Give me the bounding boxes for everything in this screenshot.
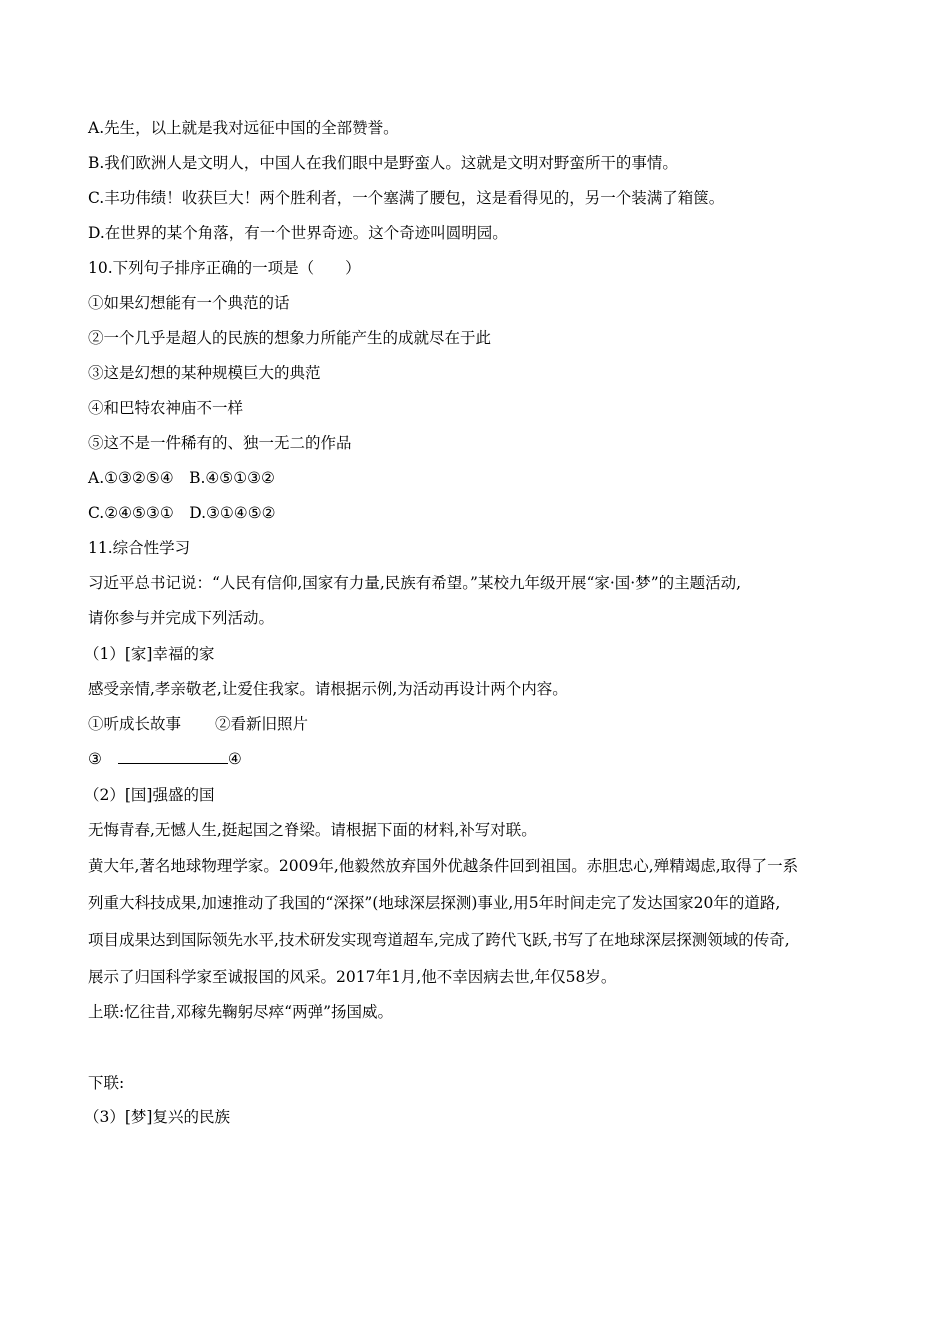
q11-part2-material-4: 展示了归国科学家至诚报国的风采。2017年1月,他不幸因病去世,年仅58岁。 <box>88 968 617 986</box>
q11-title: 11.综合性学习 <box>88 539 191 557</box>
q11-part1-examples <box>88 714 308 734</box>
blank-4-label: ④ <box>227 750 242 768</box>
q11-intro-line-2: 请你参与并完成下列活动。 <box>88 609 275 627</box>
q11-part2-material-1: 黄大年,著名地球物理学家。2009年,他毅然放弃国外优越条件回到祖国。赤胆忠心,殚精竭虑,取得了一系 <box>88 857 799 875</box>
q9-option-b: B.我们欧洲人是文明人，中国人在我们眼中是野蛮人。这就是文明对野蛮所干的事情。 <box>88 154 678 172</box>
q10-sentence-5: ⑤这不是一件稀有的、独一无二的作品 <box>88 434 352 452</box>
couplet-lower: 下联: <box>88 1074 125 1092</box>
q9-option-a: A.先生，以上就是我对远征中国的全部赞誉。 <box>88 119 399 137</box>
q11-part2-material-3: 项目成果达到国际领先水平,技术研发实现弯道超车,完成了跨代飞跃,书写了在地球深层探测领域的传奇, <box>88 931 790 949</box>
q11-part1-desc: 感受亲情,孝亲敬老,让爱住我家。请根据示例,为活动再设计两个内容。 <box>88 680 568 698</box>
q9-option-d: D.在世界的某个角落，有一个世界奇迹。这个奇迹叫圆明园。 <box>88 224 508 242</box>
q10-sentence-3: ③这是幻想的某种规模巨大的典范 <box>88 364 321 382</box>
example-2: ②看新旧照片 <box>215 715 309 733</box>
q11-part2-desc: 无悔青春,无憾人生,挺起国之脊梁。请根据下面的材料,补写对联。 <box>88 821 537 839</box>
q11-part2-title: （2）[国]强盛的国 <box>84 786 215 804</box>
couplet-upper: 上联:忆往昔,邓稼先鞠躬尽瘁“两弹”扬国威。 <box>88 1003 393 1021</box>
q11-part1-title: （1）[家]幸福的家 <box>84 645 215 663</box>
blank-3-label: ③ <box>88 750 102 768</box>
q10-sentence-1: ①如果幻想能有一个典范的话 <box>88 294 290 312</box>
q11-part1-blanks <box>88 749 242 769</box>
q10-sentence-2: ②一个几乎是超人的民族的想象力所能产生的成就尽在于此 <box>88 329 492 347</box>
q10-options-cd: C.②④⑤③① D.③①④⑤② <box>88 504 276 522</box>
example-1: ①听成长故事 <box>88 715 182 733</box>
q10-stem: 10.下列句子排序正确的一项是（ ） <box>88 259 361 277</box>
q11-intro-line-1: 习近平总书记说：“人民有信仰,国家有力量,民族有希望。”某校九年级开展“家·国·梦”的主题活动, <box>88 574 742 592</box>
q10-options-ab: A.①③②⑤④ B.④⑤①③② <box>88 469 275 487</box>
q10-sentence-4: ④和巴特农神庙不一样 <box>88 399 244 417</box>
q9-option-c: C.丰功伟绩！收获巨大！两个胜利者，一个塞满了腰包，这是看得见的，另一个装满了箱箧。 <box>88 189 725 207</box>
q11-part3-title: （3）[梦]复兴的民族 <box>84 1108 230 1126</box>
q11-part2-material-2: 列重大科技成果,加速推动了我国的“深探”(地球深层探测)事业,用5年时间走完了发达国家20年的道路, <box>88 894 781 912</box>
answer-blank-3[interactable] <box>118 749 228 764</box>
